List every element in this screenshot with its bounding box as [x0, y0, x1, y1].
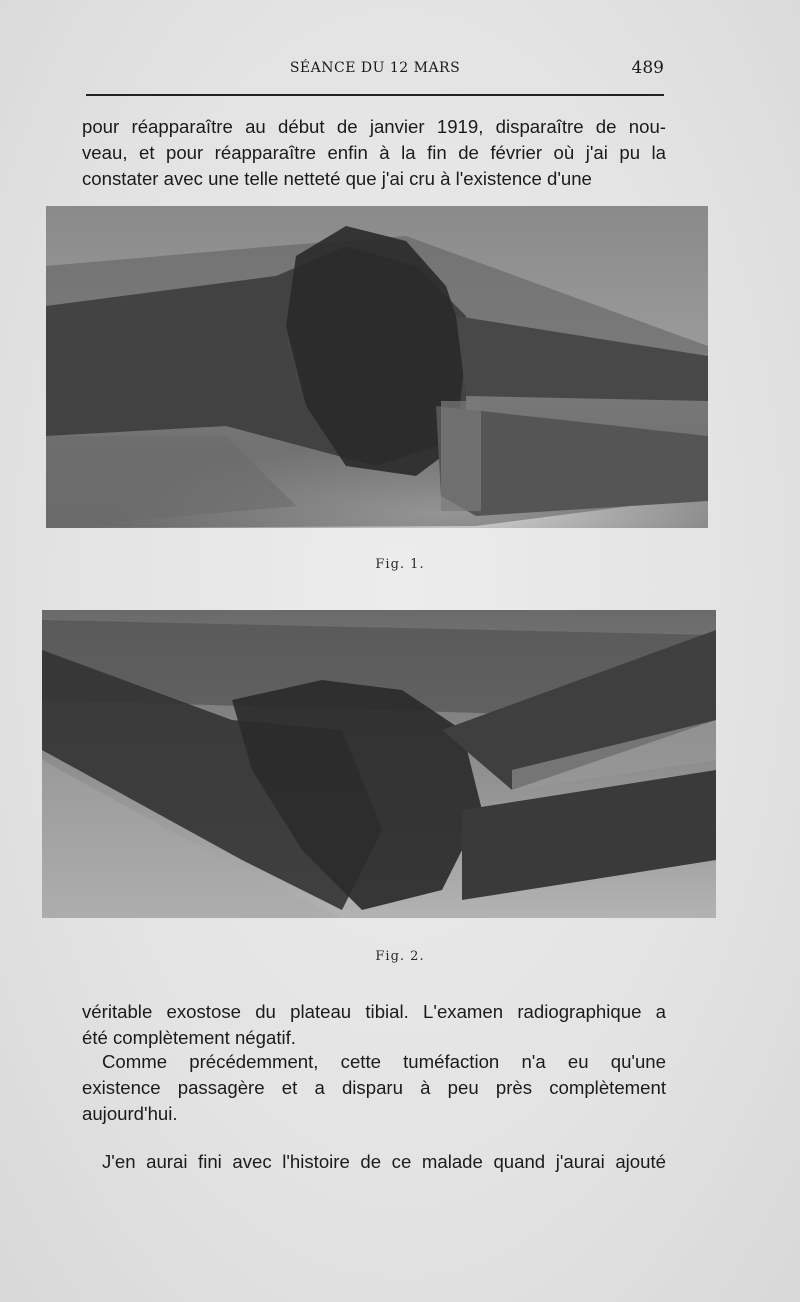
figure-1-radiograph	[46, 206, 708, 528]
paragraph-final	[82, 1149, 666, 1175]
header-rule	[86, 94, 664, 96]
text-line: pour réapparaître au début de janvier 1919, disparaître de nou-	[82, 116, 666, 137]
page-number: 489	[631, 58, 664, 78]
running-title: SÉANCE DU 12 MARS	[289, 60, 461, 76]
figure-1-caption: Fig. 1.	[375, 557, 425, 572]
text-line: veau, et pour réapparaître enfin à la fin de février où j'ai pu la	[82, 142, 666, 163]
paragraph-bottom	[82, 999, 666, 1051]
figure-2-caption: Fig. 2.	[375, 949, 425, 964]
running-head	[86, 58, 664, 82]
text-line: existence passagère et a disparu à peu près complètement	[82, 1077, 666, 1098]
text-line: Comme précédemment, cette tuméfaction n'a eu qu'une	[102, 1051, 666, 1072]
text-line: constater avec une telle netteté que j'ai cru à l'existence d'une	[82, 168, 592, 189]
text-line: J'en aurai fini avec l'histoire de ce malade quand j'aurai ajouté	[102, 1151, 666, 1172]
text-line: été complètement négatif.	[82, 1027, 296, 1048]
paragraph-top	[82, 114, 666, 192]
text-line: véritable exostose du plateau tibial. L'examen radiographique a	[82, 1001, 666, 1022]
text-line: aujourd'hui.	[82, 1103, 178, 1124]
figure-2-radiograph	[42, 610, 716, 918]
paragraph-comme	[82, 1049, 666, 1127]
